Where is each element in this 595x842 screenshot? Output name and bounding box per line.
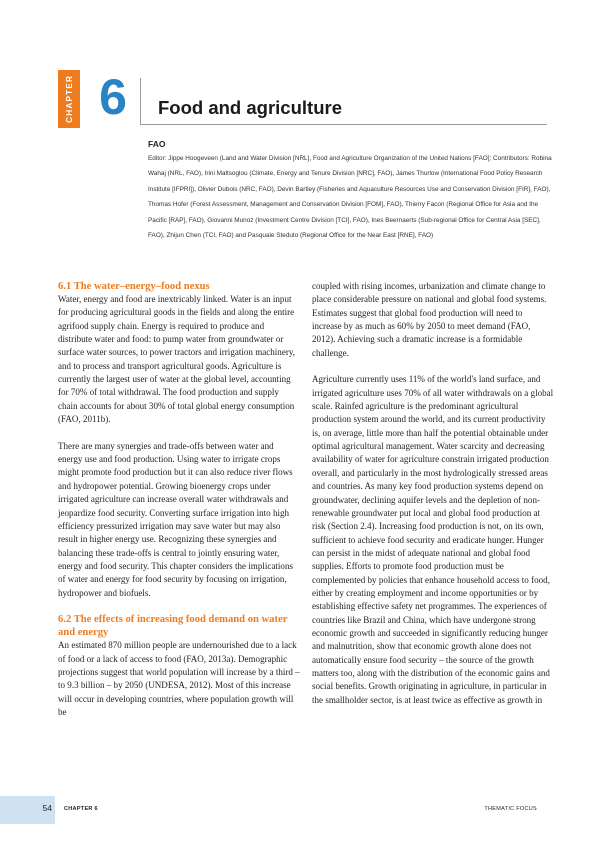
chapter-number: 6	[99, 69, 127, 125]
section-heading-6-1: 6.1 The water–energy–food nexus	[58, 281, 210, 292]
footer-chapter: CHAPTER 6	[64, 806, 98, 812]
author: FAO	[148, 139, 166, 149]
footer-section: THEMATIC FOCUS	[484, 806, 537, 812]
chapter-label: CHAPTER	[64, 74, 74, 124]
vertical-divider	[140, 78, 141, 124]
paragraph: coupled with rising incomes, urbanization and climate change to place considerable pressure on national and global food systems. Estimates suggest that global food production will need to increase by as much as 60% by 2050 to meet demand (FAO, 2012). Achieving such a dramatic increase is a formidable challenge.	[312, 281, 547, 358]
paragraph: An estimated 870 million people are undernourished due to a lack of food or a lack of access to food (FAO, 2013a). Demographic projections suggest that world population will increase by a third – to 9.3 billion – by 2050 (UNDESA, 2012). Most of this increase will occur in developing countries, where population growth will be	[58, 640, 300, 717]
paragraph: Agriculture currently uses 11% of the world's land surface, and irrigated agriculture uses 70% of all water withdrawals on a global scale. Rainfed agriculture is the predominant agricultural production system around the world, and its current productivity is, on average, little more than half the potential obtainable under optimal agricultural management. Water scarcity and decreasing availability of water for agriculture constrain irrigated production overall, and particularly in the most hydrologically stressed areas and countries. As many key food production systems depend on groundwater, declining aquifer levels and the depletion of non-renewable groundwater put local and global food production at risk (Section 2.4). Increasing food production is not, on its own, sufficient to achieve food security and eradicate hunger. Hunger can persist in the midst of adequate national and global food supplies. Efforts to promote food production must be complemented by policies that enhance household access to food, either by creating employment and income opportunities or by establishing effective safety net programmes. The experiences of countries like Brazil and China, which have undergone strong economic growth and succeeded in significantly reducing hunger and malnutrition, show that economic growth alone does not automatically ensure food security – the source of the growth matters too, along with the distribution of the economic gains and social benefits. Growth originating in agriculture, in particular in the smallholder sector, is at least twice as effective as growth in	[312, 374, 554, 705]
paragraph: Water, energy and food are inextricably linked. Water is an input for producing agricultural goods in the fields and along the entire agrifood supply chain. Energy is required to produce and distribute water and food: to pump water from groundwater or surface water sources, to power tractors and irrigation machinery, and to process and transport agricultural goods. Agriculture is currently the largest user of water at the global level, accounting for 70% of total withdrawal. The food production and supply chain accounts for about 30% of total global energy consumption (FAO, 2011b).	[58, 294, 296, 425]
page-number-text: 54	[42, 803, 52, 813]
horizontal-divider	[140, 124, 547, 125]
section-heading-6-2: 6.2 The effects of increasing food demand on water and energy	[58, 614, 288, 639]
contributors: Editor: Jippe Hoogeveen (Land and Water Division [NRL], Food and Agriculture Organization of the United Nations [FAO]; Contributors: Robina Wahaj (NRL, FAO), Irini Maltsoglou (Climate, Energy and Tenure Division [NRC], FAO), James Thurlow (International Food Policy Research Institute [IFPRI]), Olivier Dubois (NRC, FAO), Devin Bartley (Fisheries and Aquaculture Resources Use and Conservation Division [FIR], FAO), Thomas Hofer (Forest Assessment, Management and Conservation Division [FOM], FAO), Thierry Facon (Regional Office for Asia and the Pacific [RAP], FAO), Giovanni Munoz (Investment Centre Division [TCI], FAO), Ines Beernaerts (Sub-regional Office for Central Asia [SEC], FAO), Zhijun Chen (TCI, FAO) and Pasquale Steduto (Regional Office for the Near East [RNE], FAO)	[148, 155, 552, 240]
chapter-title: Food and agriculture	[158, 97, 342, 118]
paragraph: There are many synergies and trade-offs between water and energy use and food production. Using water to irrigate crops might promote food production but it can also reduce river flows and hydropower potential. Growing bioenergy crops under irrigated agriculture can increase overall water withdrawals and jeopardize food security. Converting surface irrigation into high efficiency pressurized irrigation may save water but may also result in higher energy use. Recognizing these synergies and balancing these trade-offs is central to jointly ensuring water, energy and food security. This chapter considers the implications of water and energy for food security by focusing on irrigation, hydropower and biofuels.	[58, 440, 293, 598]
left-column	[58, 280, 300, 733]
right-column	[312, 280, 554, 720]
page-number	[0, 803, 55, 813]
chapter-tab	[58, 70, 80, 128]
